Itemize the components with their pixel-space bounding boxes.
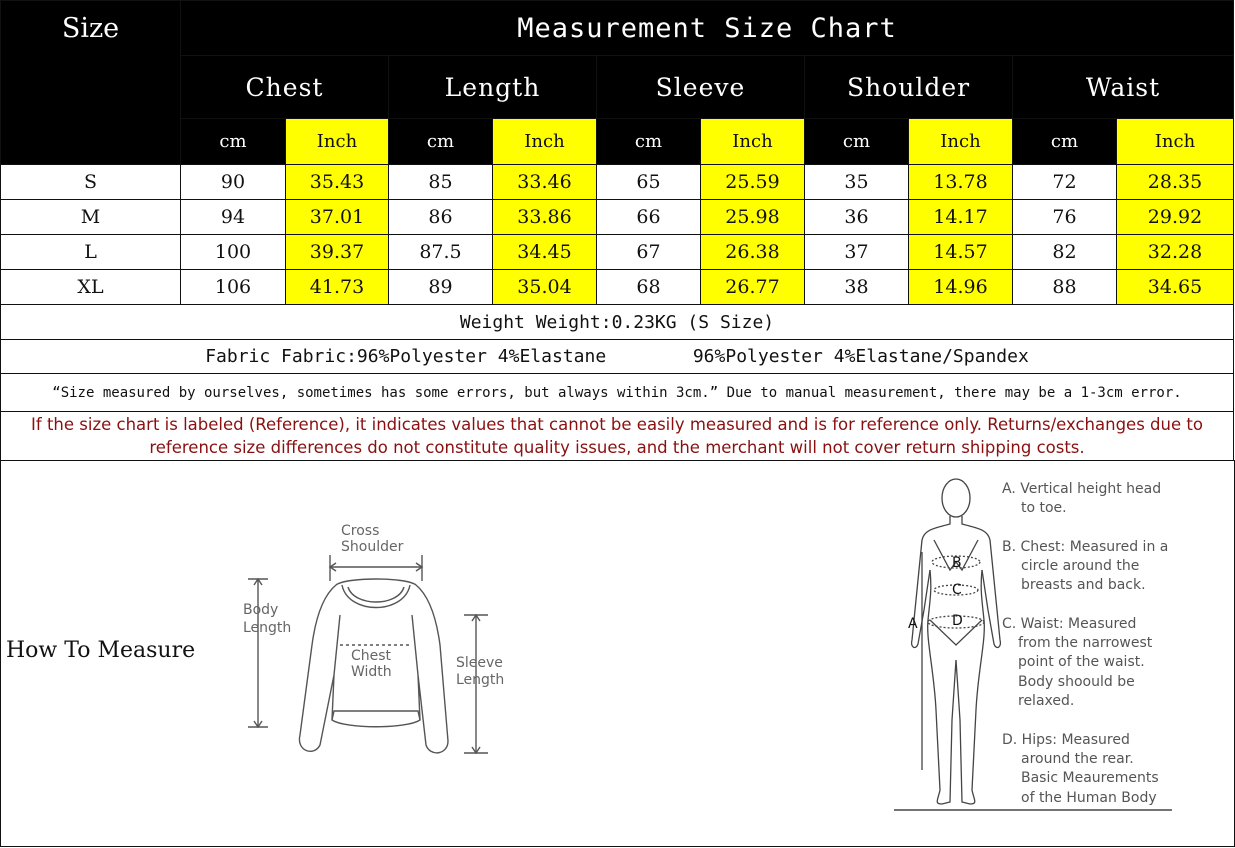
value-cell: 89 — [389, 270, 493, 305]
value-cell: 33.46 — [493, 165, 597, 200]
unit-cm: cm — [597, 119, 701, 165]
garment-diagram — [236, 515, 526, 770]
value-cell: 14.96 — [909, 270, 1013, 305]
table-row — [1, 235, 1234, 270]
value-cell: 26.38 — [701, 235, 805, 270]
fabric-info: Fabric Fabric:96%Polyester 4%Elastane 96%Polyester 4%Elastane/Spandex — [1, 340, 1234, 374]
value-cell: 37 — [805, 235, 909, 270]
value-cell: 32.28 — [1117, 235, 1234, 270]
table-row — [1, 270, 1234, 305]
body-desc-line: point of the waist. — [1018, 654, 1145, 670]
body-desc-line: Body shoould be — [1018, 674, 1135, 690]
sleeve-length-label-2: Length — [456, 672, 505, 688]
body-desc-line: of the Human Body — [1021, 790, 1157, 806]
body-desc-line: circle around the — [1021, 558, 1140, 574]
how-to-measure-title: How To Measure — [6, 638, 196, 663]
chart-title: Measurement Size Chart — [181, 1, 1234, 56]
body-desc-line: from the narrowest — [1018, 635, 1153, 651]
value-cell: 14.17 — [909, 200, 1013, 235]
group-header-chest: Chest — [181, 56, 389, 119]
body-length-label-2: Length — [243, 620, 292, 636]
value-cell: 66 — [597, 200, 701, 235]
body-desc-line: D. Hips: Measured — [1002, 732, 1130, 748]
body-desc-line: Basic Meaurements — [1021, 770, 1159, 786]
size-cell: XL — [1, 270, 181, 305]
value-cell: 82 — [1013, 235, 1117, 270]
cross-shoulder-label-2: Shoulder — [341, 539, 404, 555]
body-desc-line: A. Vertical height head — [1002, 481, 1162, 497]
value-cell: 34.45 — [493, 235, 597, 270]
value-cell: 37.01 — [286, 200, 389, 235]
body-desc-line: B. Chest: Measured in a — [1002, 539, 1169, 555]
value-cell: 35 — [805, 165, 909, 200]
group-header-waist: Waist — [1013, 56, 1234, 119]
value-cell: 39.37 — [286, 235, 389, 270]
value-cell: 35.43 — [286, 165, 389, 200]
unit-inch: Inch — [909, 119, 1013, 165]
value-cell: 90 — [181, 165, 286, 200]
value-cell: 28.35 — [1117, 165, 1234, 200]
value-cell: 14.57 — [909, 235, 1013, 270]
body-letter-a: A — [908, 616, 918, 632]
value-cell: 88 — [1013, 270, 1117, 305]
chest-width-label-2: Width — [351, 664, 392, 680]
body-letter-d: D — [952, 613, 963, 629]
value-cell: 33.86 — [493, 200, 597, 235]
value-cell: 65 — [597, 165, 701, 200]
size-cell: M — [1, 200, 181, 235]
value-cell: 100 — [181, 235, 286, 270]
body-desc-line: around the rear. — [1021, 751, 1134, 767]
weight-info: Weight Weight:0.23KG (S Size) — [1, 305, 1234, 340]
unit-inch: Inch — [1117, 119, 1234, 165]
value-cell: 86 — [389, 200, 493, 235]
unit-cm: cm — [1013, 119, 1117, 165]
body-letter-b: B — [952, 555, 962, 571]
body-desc-line: C. Waist: Measured — [1002, 616, 1137, 632]
table-row — [1, 200, 1234, 235]
body-length-label-1: Body — [243, 602, 279, 618]
body-letter-c: C — [952, 582, 962, 598]
size-header: Size — [1, 1, 181, 165]
value-cell: 68 — [597, 270, 701, 305]
unit-cm: cm — [805, 119, 909, 165]
value-cell: 25.98 — [701, 200, 805, 235]
body-desc-line: to toe. — [1021, 500, 1067, 516]
how-to-measure-section — [0, 460, 1235, 847]
value-cell: 38 — [805, 270, 909, 305]
body-desc-line: breasts and back. — [1021, 577, 1146, 593]
value-cell: 67 — [597, 235, 701, 270]
value-cell: 85 — [389, 165, 493, 200]
sleeve-length-label-1: Sleeve — [456, 655, 503, 671]
value-cell: 35.04 — [493, 270, 597, 305]
value-cell: 106 — [181, 270, 286, 305]
unit-cm: cm — [389, 119, 493, 165]
reference-warning: If the size chart is labeled (Reference), it indicates values that cannot be easily measured and is for reference only. Returns/exchanges due to reference size differences do not constitute quality issues, and the merchant will not cover return shipping costs. — [1, 412, 1234, 461]
value-cell: 13.78 — [909, 165, 1013, 200]
value-cell: 26.77 — [701, 270, 805, 305]
size-cell: L — [1, 235, 181, 270]
unit-inch: Inch — [701, 119, 805, 165]
value-cell: 41.73 — [286, 270, 389, 305]
value-cell: 72 — [1013, 165, 1117, 200]
group-header-length: Length — [389, 56, 597, 119]
measurement-note: “Size measured by ourselves, sometimes has some errors, but always within 3cm.” Due to manual measurement, there may be a 1-3cm error. — [1, 374, 1234, 412]
size-cell: S — [1, 165, 181, 200]
group-header-shoulder: Shoulder — [805, 56, 1013, 119]
value-cell: 76 — [1013, 200, 1117, 235]
value-cell: 34.65 — [1117, 270, 1234, 305]
table-row — [1, 165, 1234, 200]
chest-width-label-1: Chest — [351, 648, 392, 664]
value-cell: 25.59 — [701, 165, 805, 200]
value-cell: 87.5 — [389, 235, 493, 270]
body-desc-line: relaxed. — [1018, 693, 1075, 709]
group-header-sleeve: Sleeve — [597, 56, 805, 119]
unit-inch: Inch — [286, 119, 389, 165]
value-cell: 36 — [805, 200, 909, 235]
unit-cm: cm — [181, 119, 286, 165]
value-cell: 29.92 — [1117, 200, 1234, 235]
value-cell: 94 — [181, 200, 286, 235]
cross-shoulder-label-1: Cross — [341, 523, 380, 539]
body-diagram — [894, 470, 1194, 815]
unit-inch: Inch — [493, 119, 597, 165]
